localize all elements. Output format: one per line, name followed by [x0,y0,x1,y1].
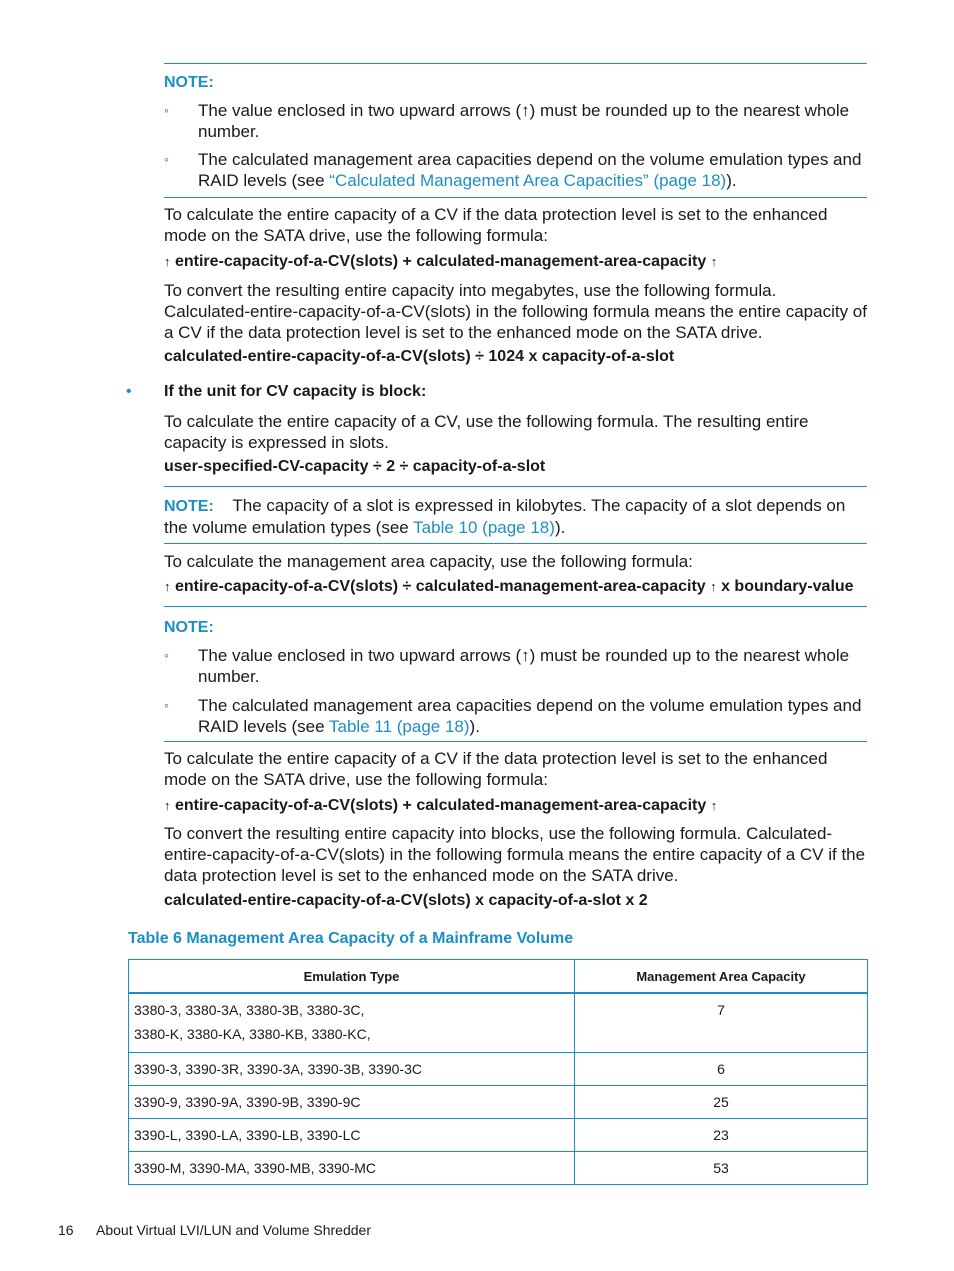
capacity-cell: 25 [575,1085,868,1118]
up-arrow-icon: ↑ [710,798,718,813]
note-item-text: The value enclosed in two upward arrows (↑) must be rounded up to the nearest whole number. [198,101,850,141]
note-text: The capacity of a slot is expressed in kilobytes. The capacity of a slot depends on the volume emulation types (see [164,496,846,537]
note-item [164,100,901,142]
formula-text: entire-capacity-of-a-CV(slots) + calculated-management-area-capacity [174,797,707,814]
table-row [129,1151,868,1184]
note-item-text: The calculated management area capacities depend on the volume emulation types and RAID levels (see [198,696,862,736]
note-item [164,695,901,737]
note-label: NOTE: [164,619,214,636]
emulation-type-cell: 3390-M, 3390-MA, 3390-MB, 3390-MC [129,1151,575,1184]
table-row [129,1118,868,1151]
management-area-table [128,959,868,1185]
sub-bullet-icon: ◦ [164,102,169,118]
footer-section-title: About Virtual LVI/LUN and Volume Shredder [96,1222,371,1238]
sub-bullet-icon: ◦ [164,151,169,167]
emulation-type-line: 3380-K, 3380-KA, 3380-KB, 3380-KC, [134,1026,371,1042]
table-row [129,993,868,1052]
note-block-3 [164,606,867,742]
note-item-text: The calculated management area capacities depend on the volume emulation types and RAID levels (see [198,150,862,190]
note-item [164,645,901,687]
formula-text: x boundary-value [721,578,854,595]
up-arrow-icon: ↑ [710,254,718,269]
capacity-cell: 7 [575,993,868,1052]
paragraph: To convert the resulting entire capacity into megabytes, use the following formula. Calculated-entire-capacity-of-a-CV(slots) in the following formula means the entire capacity of a CV if the data protection level is set to the enhanced mode on the SATA drive. [164,281,867,342]
note-item-text: The value enclosed in two upward arrows (↑) must be rounded up to the nearest whole number. [198,646,850,686]
sub-bullet-icon: ◦ [164,647,169,663]
emulation-type-cell [129,993,575,1052]
note-block-2 [164,486,867,544]
paragraph: To calculate the entire capacity of a CV if the data protection level is set to the enhanced mode on the SATA drive, use the following formula: [164,205,828,245]
capacity-cell: 6 [575,1052,868,1085]
formula [164,253,717,271]
capacity-cell: 23 [575,1118,868,1151]
note-block-1 [164,63,867,198]
calc-capacities-link[interactable]: “Calculated Management Area Capacities” (page 18) [329,171,727,190]
table-row [129,1052,868,1085]
note-suffix: ). [554,518,566,537]
note-inline [164,495,867,538]
paragraph: To convert the resulting entire capacity into blocks, use the following formula. Calculated-entire-capacity-of-a-CV(slots) in the following formula means the entire capacity of a CV if the data protection level is set to the enhanced mode on the SATA drive. [164,824,866,885]
up-arrow-icon: ↑ [164,798,171,813]
up-arrow-icon: ↑ [710,579,717,594]
bullet-icon: • [126,383,132,400]
emulation-type-cell: 3390-L, 3390-LA, 3390-LB, 3390-LC [129,1118,575,1151]
formula: user-specified-CV-capacity ÷ 2 ÷ capacity-of-a-slot [164,458,546,475]
formula [164,578,854,596]
formula [164,797,717,815]
table-row [129,1085,868,1118]
formula-text: entire-capacity-of-a-CV(slots) ÷ calculated-management-area-capacity [174,578,706,595]
table-10-link[interactable]: Table 10 (page 18) [413,518,555,537]
note-item-suffix: ). [726,171,737,190]
paragraph: To calculate the entire capacity of a CV if the data protection level is set to the enhanced mode on the SATA drive, use the following formula: [164,749,828,789]
formula: calculated-entire-capacity-of-a-CV(slots) x capacity-of-a-slot x 2 [164,892,648,909]
page-number: 16 [58,1222,74,1238]
paragraph: To calculate the management area capacity, use the following formula: [164,552,693,571]
sub-bullet-icon: ◦ [164,697,169,713]
formula: calculated-entire-capacity-of-a-CV(slots) ÷ 1024 x capacity-of-a-slot [164,348,675,365]
table-header-row [129,960,868,994]
note-item-suffix: ). [469,717,480,736]
note-label: NOTE: [164,498,214,515]
bullet-heading: If the unit for CV capacity is block: [164,383,427,400]
table-11-link[interactable]: Table 11 (page 18) [329,717,470,736]
formula-text: entire-capacity-of-a-CV(slots) + calculated-management-area-capacity [174,253,707,270]
emulation-type-cell: 3390-9, 3390-9A, 3390-9B, 3390-9C [129,1085,575,1118]
column-header: Management Area Capacity [575,960,868,994]
note-item [164,149,901,191]
paragraph: To calculate the entire capacity of a CV, use the following formula. The resulting entire capacity is expressed in slots. [164,412,809,452]
up-arrow-icon: ↑ [164,254,171,269]
up-arrow-icon: ↑ [164,579,171,594]
emulation-type-cell: 3390-3, 3390-3R, 3390-3A, 3390-3B, 3390-3C [129,1052,575,1085]
table-caption: Table 6 Management Area Capacity of a Mainframe Volume [128,930,574,947]
emulation-type-line: 3380-3, 3380-3A, 3380-3B, 3380-3C, [134,1002,365,1018]
column-header: Emulation Type [129,960,575,994]
capacity-cell: 53 [575,1151,868,1184]
note-label: NOTE: [164,74,214,91]
